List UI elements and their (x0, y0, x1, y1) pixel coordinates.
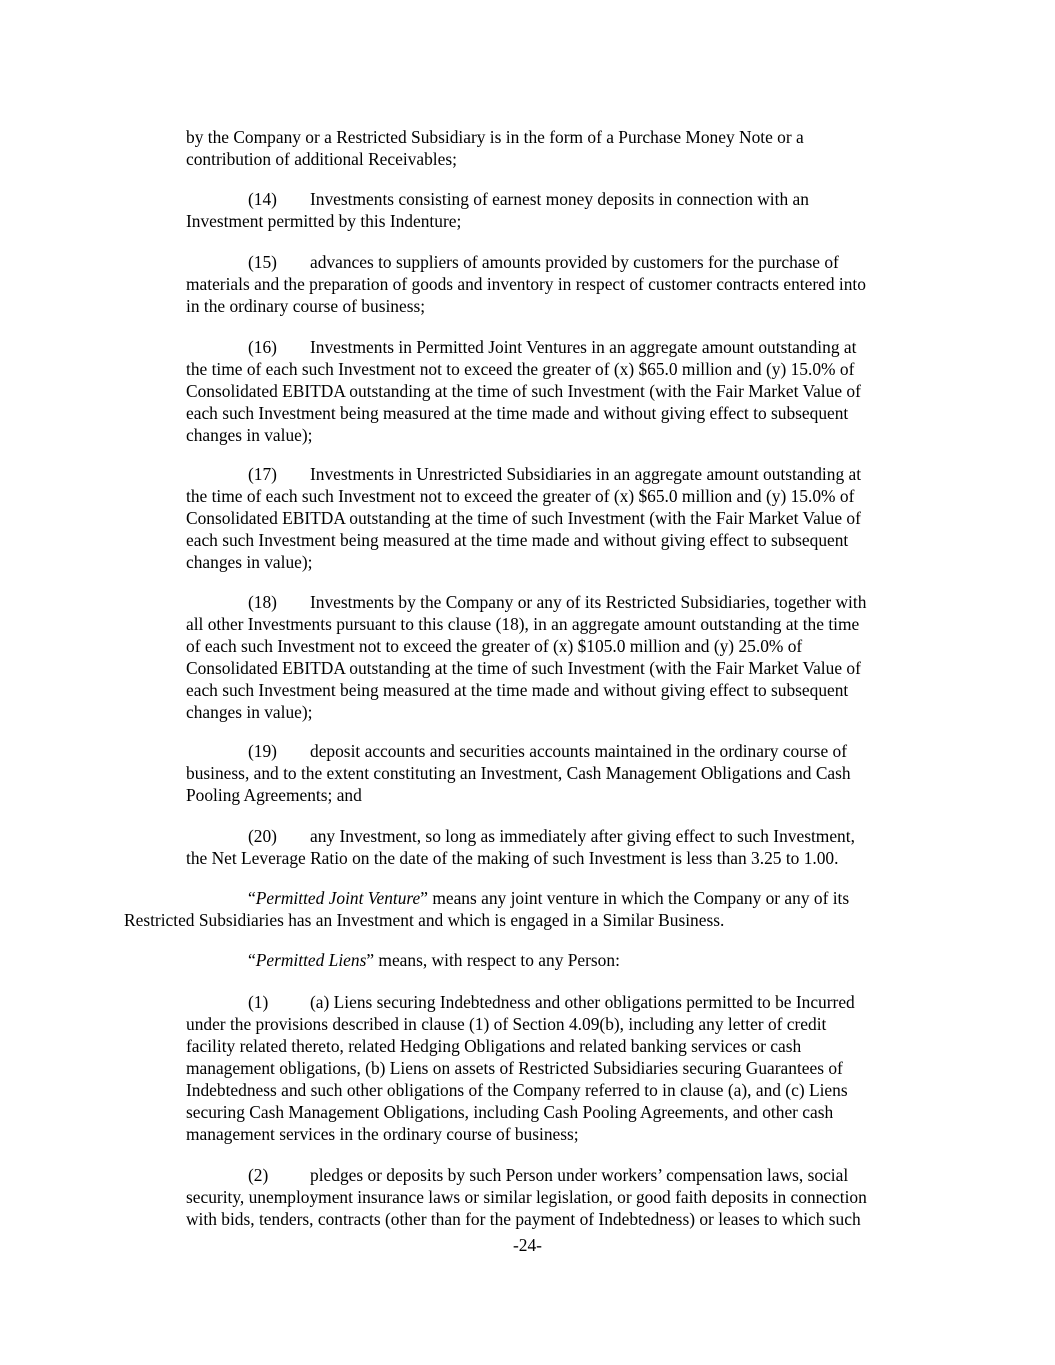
open-quote: “ (248, 950, 256, 970)
clause-number: (16) (248, 337, 277, 357)
clause-16 (186, 336, 861, 446)
clause-text: Investments by the Company or any of its Restricted Subsidiaries, together with (310, 592, 867, 612)
text-line: of each such Investment not to exceed the greater of (x) $105.0 million and (y) 25.0% of (186, 636, 803, 656)
clause-19 (186, 740, 851, 806)
text-line: Investment permitted by this Indenture; (186, 211, 462, 231)
clause-20 (186, 825, 855, 869)
text-line: the time of each such Investment not to exceed the greater of (x) $65.0 million and (y) 15.0% of (186, 486, 855, 506)
clause-number: (2) (248, 1165, 269, 1185)
clause-text: Investments in Unrestricted Subsidiaries in an aggregate amount outstanding at (310, 464, 862, 484)
clause-first-line (186, 463, 861, 485)
text-line: securing Cash Management Obligations, including Cash Pooling Agreements, and other cash (186, 1102, 834, 1122)
defined-term: Permitted Joint Venture (255, 888, 421, 908)
clause-text: (a) Liens securing Indebtedness and other obligations permitted to be Incurred (310, 992, 855, 1012)
clause-number: (15) (248, 252, 277, 272)
clause-number: (14) (248, 189, 277, 209)
text-line: all other Investments pursuant to this clause (18), in an aggregate amount outstanding at the time (186, 614, 860, 634)
clause-15 (186, 251, 866, 317)
clause-text: any Investment, so long as immediately after giving effect to such Investment, (310, 826, 855, 846)
text-line: Restricted Subsidiaries has an Investment and which is engaged in a Similar Business. (124, 910, 725, 930)
definition-text: ” means any joint venture in which the Company or any of its (420, 888, 850, 908)
clause-18 (186, 591, 866, 723)
definition-first-line (124, 887, 849, 909)
clause-number: (19) (248, 741, 277, 761)
clause-number: (20) (248, 826, 277, 846)
clause-number: (18) (248, 592, 277, 612)
clause-13-continuation (186, 126, 804, 170)
text-line: Consolidated EBITDA outstanding at the time of such Investment (with the Fair Market Value of (186, 658, 861, 678)
page-number: -24- (513, 1235, 542, 1255)
text-line: each such Investment being measured at the time made and without giving effect to subsequent (186, 403, 849, 423)
clause-number: (17) (248, 464, 277, 484)
clause-first-line (186, 251, 866, 273)
text-line: facility related thereto, related Hedging Obligations and related banking services or cash (186, 1036, 802, 1056)
text-line: business, and to the extent constituting an Investment, Cash Management Obligations and Cash (186, 763, 851, 783)
text-line: management obligations, (b) Liens on assets of Restricted Subsidiaries securing Guarantees of (186, 1058, 843, 1078)
text-line: materials and the preparation of goods and inventory in respect of customer contracts entered into (186, 274, 866, 294)
open-quote: “ (248, 888, 256, 908)
text-line: each such Investment being measured at the time made and without giving effect to subsequent (186, 680, 849, 700)
clause-first-line (186, 740, 851, 762)
clause-first-line (186, 1164, 867, 1186)
clause-first-line (186, 188, 809, 210)
clause-17 (186, 463, 861, 573)
text-line: Consolidated EBITDA outstanding at the time of such Investment (with the Fair Market Value of (186, 508, 861, 528)
defined-term: Permitted Liens (255, 950, 367, 970)
clause-first-line (186, 591, 866, 613)
text-line: the time of each such Investment not to exceed the greater of (x) $65.0 million and (y) 15.0% of (186, 359, 855, 379)
text-line: changes in value); (186, 702, 313, 722)
clause-text: Investments in Permitted Joint Ventures in an aggregate amount outstanding at (310, 337, 857, 357)
text-line: Consolidated EBITDA outstanding at the time of such Investment (with the Fair Market Value of (186, 381, 861, 401)
text-line: the Net Leverage Ratio on the date of the making of such Investment is less than 3.25 to 1.00. (186, 848, 839, 868)
clause-number: (1) (248, 992, 269, 1012)
text-line: Pooling Agreements; and (186, 785, 362, 805)
text-line: contribution of additional Receivables; (186, 149, 457, 169)
text-line: security, unemployment insurance laws or similar legislation, or good faith deposits in connection (186, 1187, 867, 1207)
clause-text: Investments consisting of earnest money deposits in connection with an (310, 189, 809, 209)
text-line: by the Company or a Restricted Subsidiary is in the form of a Purchase Money Note or a (186, 127, 804, 147)
lien-clause-1 (186, 991, 855, 1145)
clause-first-line (186, 991, 855, 1013)
text-line: Indebtedness and such other obligations of the Company referred to in clause (a), and (c) Liens (186, 1080, 848, 1100)
text-line: management services in the ordinary course of business; (186, 1124, 579, 1144)
text-line: changes in value); (186, 425, 313, 445)
text-line: in the ordinary course of business; (186, 296, 426, 316)
text-line: each such Investment being measured at the time made and without giving effect to subsequent (186, 530, 849, 550)
definition-first-line (124, 949, 620, 971)
clause-text: advances to suppliers of amounts provided by customers for the purchase of (310, 252, 839, 272)
definition-permitted-joint-venture (124, 887, 849, 931)
clause-text: deposit accounts and securities accounts maintained in the ordinary course of (310, 741, 848, 761)
text-line: changes in value); (186, 552, 313, 572)
clause-14 (186, 188, 809, 232)
definition-text: ” means, with respect to any Person: (366, 950, 620, 970)
clause-text: pledges or deposits by such Person under workers’ compensation laws, social (310, 1165, 849, 1185)
clause-first-line (186, 336, 861, 358)
clause-first-line (186, 825, 855, 847)
definition-permitted-liens (124, 949, 620, 971)
text-line: under the provisions described in clause (1) of Section 4.09(b), including any letter of credit (186, 1014, 827, 1034)
lien-clause-2 (186, 1164, 867, 1230)
text-line: with bids, tenders, contracts (other than for the payment of Indebtedness) or leases to which such (186, 1209, 861, 1229)
